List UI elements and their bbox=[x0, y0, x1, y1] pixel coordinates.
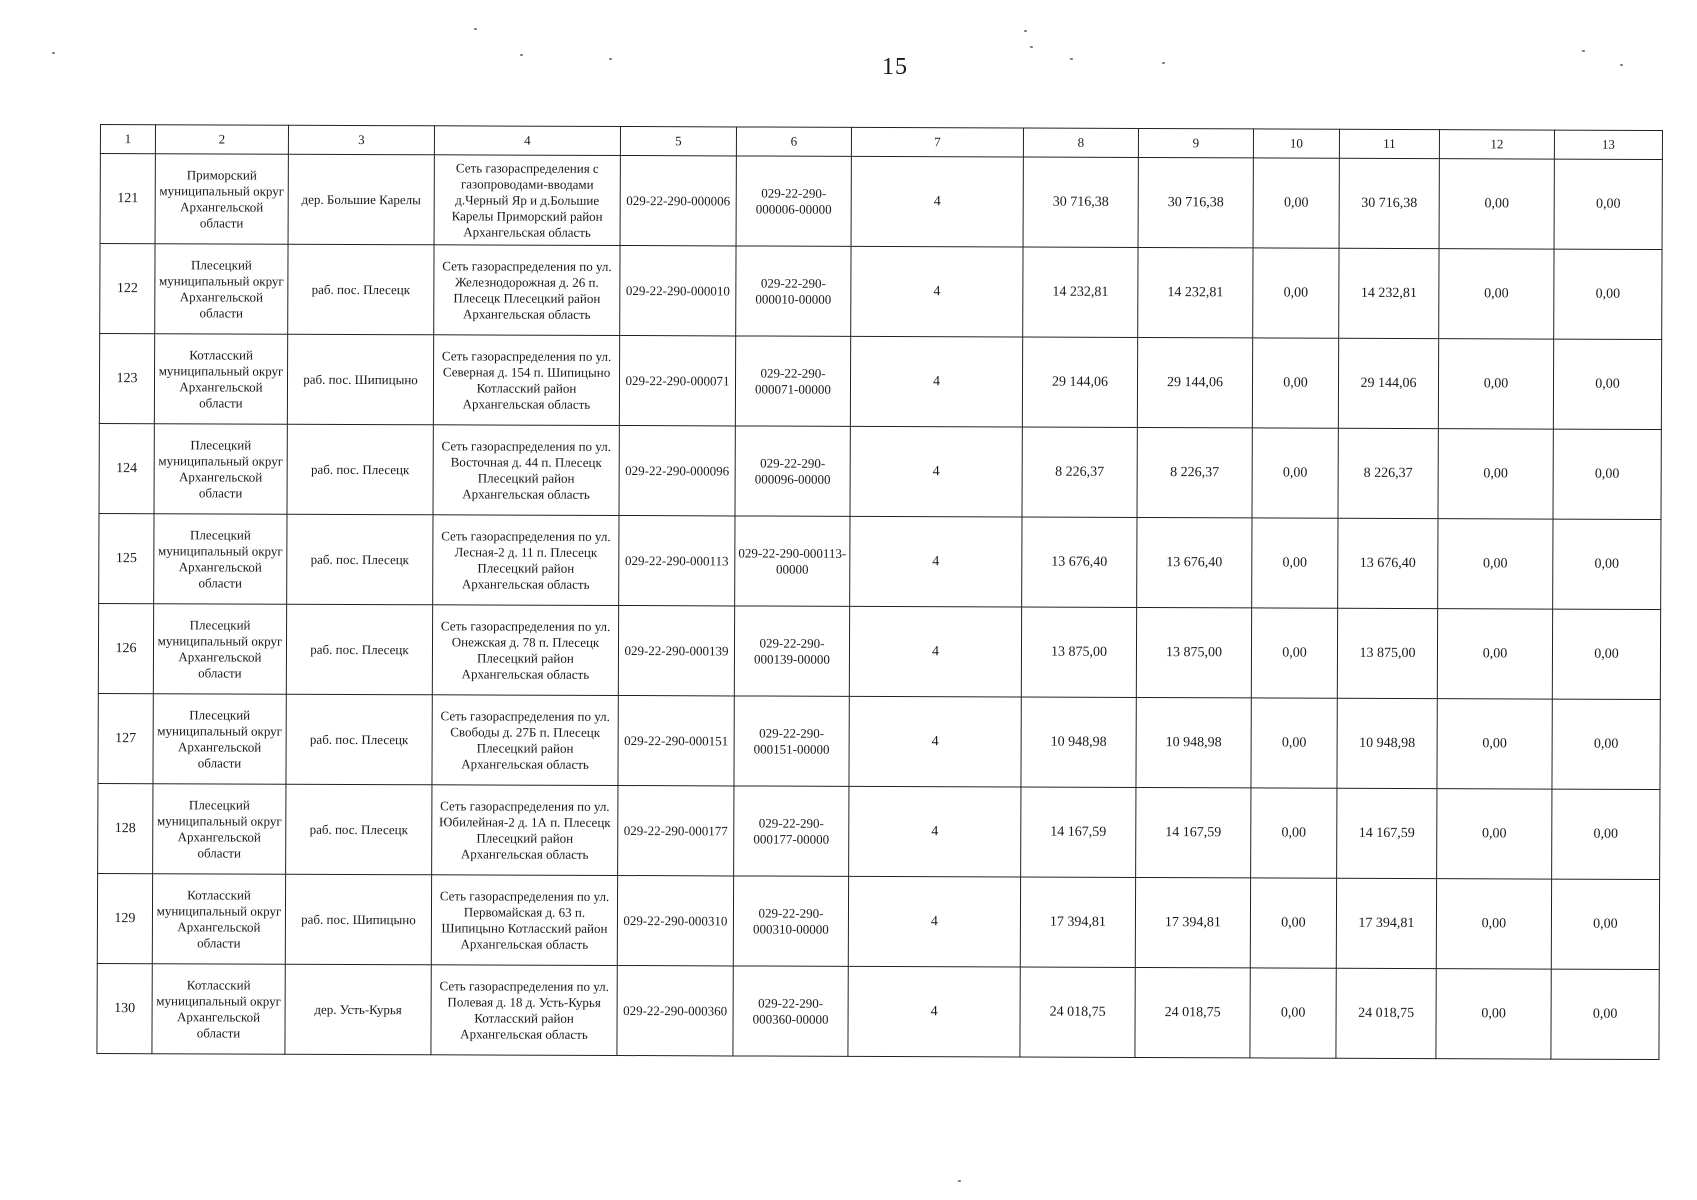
object-description-cell: Сеть газораспределения по ул. Северная д. 154 п. Шипицыно Котласский район Архангельская область bbox=[433, 335, 619, 426]
registry-code-cell: 029-22-290-000177 bbox=[618, 785, 734, 875]
amount-cell: 0,00 bbox=[1437, 609, 1552, 699]
amount-cell: 10 948,98 bbox=[1136, 697, 1251, 787]
table-row bbox=[100, 244, 1662, 340]
category-cell: 4 bbox=[848, 966, 1020, 1057]
full-registry-code-cell: 029-22-290-000310-00000 bbox=[733, 876, 848, 966]
district-cell: Плесецкий муниципальный округ Архангельской области bbox=[153, 604, 286, 695]
amount-cell: 0,00 bbox=[1252, 518, 1338, 608]
district-cell: Плесецкий муниципальный округ Архангельской области bbox=[153, 694, 286, 785]
row-number-cell: 125 bbox=[99, 513, 154, 603]
amount-cell: 14 167,59 bbox=[1021, 787, 1136, 877]
amount-cell: 17 394,81 bbox=[1336, 878, 1436, 968]
amount-cell: 0,00 bbox=[1554, 249, 1662, 339]
registry-table-wrapper bbox=[96, 124, 1662, 1060]
category-cell: 4 bbox=[848, 876, 1020, 967]
object-description-cell: Сеть газораспределения по ул. Свободы д. 27Б п. Плесецк Плесецкий район Архангельская область bbox=[432, 695, 618, 786]
amount-cell: 0,00 bbox=[1553, 519, 1661, 609]
amount-cell: 0,00 bbox=[1250, 968, 1336, 1058]
amount-cell: 10 948,98 bbox=[1021, 697, 1136, 787]
registry-code-cell: 029-22-290-000096 bbox=[619, 425, 735, 515]
table-row bbox=[97, 963, 1659, 1059]
amount-cell: 0,00 bbox=[1436, 969, 1551, 1059]
row-number-cell: 129 bbox=[97, 873, 152, 963]
object-description-cell: Сеть газораспределения по ул. Железнодорожная д. 26 п. Плесецк Плесецкий район Архангельская область bbox=[434, 245, 620, 336]
scan-speck bbox=[1030, 46, 1033, 48]
table-row bbox=[100, 154, 1662, 250]
column-number: 8 bbox=[1023, 128, 1138, 157]
settlement-cell: раб. пос. Плесецк bbox=[286, 604, 432, 695]
object-description-cell: Сеть газораспределения по ул. Полевая д. 18 д. Усть-Курья Котласский район Архангельская область bbox=[431, 965, 617, 1056]
amount-cell: 0,00 bbox=[1251, 698, 1337, 788]
settlement-cell: дер. Усть-Курья bbox=[285, 964, 431, 1055]
registry-code-cell: 029-22-290-000071 bbox=[619, 335, 735, 425]
amount-cell: 29 144,06 bbox=[1338, 338, 1438, 428]
scan-speck bbox=[1070, 58, 1073, 60]
amount-cell: 0,00 bbox=[1439, 249, 1554, 339]
registry-code-cell: 029-22-290-000006 bbox=[620, 155, 736, 245]
settlement-cell: дер. Большие Карелы bbox=[288, 154, 434, 245]
amount-cell: 0,00 bbox=[1251, 608, 1337, 698]
amount-cell: 0,00 bbox=[1553, 339, 1661, 429]
amount-cell: 10 948,98 bbox=[1337, 698, 1437, 788]
table-row bbox=[98, 783, 1660, 879]
table-row bbox=[99, 513, 1661, 609]
amount-cell: 13 676,40 bbox=[1137, 517, 1252, 607]
amount-cell: 0,00 bbox=[1552, 789, 1660, 879]
column-number: 11 bbox=[1339, 129, 1439, 158]
column-number: 6 bbox=[736, 127, 851, 156]
district-cell: Плесецкий муниципальный округ Архангельской области bbox=[153, 784, 286, 875]
amount-cell: 13 875,00 bbox=[1021, 607, 1136, 697]
object-description-cell: Сеть газораспределения по ул. Лесная-2 д. 11 п. Плесецк Плесецкий район Архангельская область bbox=[433, 515, 619, 606]
full-registry-code-cell: 029-22-290-000177-00000 bbox=[734, 786, 849, 876]
row-number-cell: 126 bbox=[98, 603, 153, 693]
amount-cell: 0,00 bbox=[1554, 159, 1662, 249]
amount-cell: 14 232,81 bbox=[1023, 247, 1138, 337]
table-row bbox=[99, 423, 1661, 519]
full-registry-code-cell: 029-22-290-000113-00000 bbox=[735, 516, 850, 606]
amount-cell: 13 676,40 bbox=[1338, 518, 1438, 608]
registry-code-cell: 029-22-290-000151 bbox=[618, 695, 734, 785]
amount-cell: 14 232,81 bbox=[1138, 247, 1253, 337]
amount-cell: 0,00 bbox=[1437, 699, 1552, 789]
table-row bbox=[98, 603, 1660, 699]
amount-cell: 13 875,00 bbox=[1337, 608, 1437, 698]
column-number: 12 bbox=[1439, 130, 1554, 159]
settlement-cell: раб. пос. Плесецк bbox=[286, 784, 432, 875]
column-number: 13 bbox=[1554, 130, 1662, 159]
registry-code-cell: 029-22-290-000360 bbox=[617, 965, 733, 1055]
object-description-cell: Сеть газораспределения по ул. Первомайская д. 63 п. Шипицыно Котласский район Архангельская область bbox=[431, 875, 617, 966]
category-cell: 4 bbox=[849, 696, 1021, 787]
settlement-cell: раб. пос. Плесецк bbox=[286, 694, 432, 785]
full-registry-code-cell: 029-22-290-000151-00000 bbox=[734, 696, 849, 786]
amount-cell: 14 167,59 bbox=[1337, 788, 1437, 878]
category-cell: 4 bbox=[849, 606, 1021, 697]
scan-speck bbox=[474, 28, 477, 30]
district-cell: Котласский муниципальный округ Архангельской области bbox=[152, 964, 285, 1055]
district-cell: Плесецкий муниципальный округ Архангельской области bbox=[154, 424, 287, 515]
table-row bbox=[98, 693, 1660, 789]
amount-cell: 8 226,37 bbox=[1137, 427, 1252, 517]
amount-cell: 14 232,81 bbox=[1339, 248, 1439, 338]
row-number-cell: 123 bbox=[99, 334, 154, 424]
settlement-cell: раб. пос. Шипицыно bbox=[285, 874, 431, 965]
scan-speck bbox=[1620, 64, 1623, 66]
registry-body bbox=[97, 154, 1662, 1060]
amount-cell: 24 018,75 bbox=[1020, 967, 1135, 1057]
category-cell: 4 bbox=[851, 246, 1023, 337]
full-registry-code-cell: 029-22-290-000010-00000 bbox=[736, 246, 851, 336]
category-cell: 4 bbox=[851, 156, 1023, 247]
amount-cell: 14 167,59 bbox=[1136, 787, 1251, 877]
full-registry-code-cell: 029-22-290-000360-00000 bbox=[733, 966, 848, 1056]
column-number: 3 bbox=[288, 125, 434, 155]
amount-cell: 8 226,37 bbox=[1022, 427, 1137, 517]
amount-cell: 0,00 bbox=[1553, 429, 1661, 519]
amount-cell: 8 226,37 bbox=[1338, 428, 1438, 518]
amount-cell: 30 716,38 bbox=[1023, 157, 1138, 247]
amount-cell: 17 394,81 bbox=[1135, 877, 1250, 967]
amount-cell: 13 875,00 bbox=[1136, 607, 1251, 697]
row-number-cell: 130 bbox=[97, 963, 152, 1053]
object-description-cell: Сеть газораспределения по ул. Восточная д. 44 п. Плесецк Плесецкий район Архангельская область bbox=[433, 425, 619, 516]
amount-cell: 17 394,81 bbox=[1020, 877, 1135, 967]
amount-cell: 0,00 bbox=[1438, 429, 1553, 519]
row-number-cell: 124 bbox=[99, 423, 154, 513]
column-number: 9 bbox=[1138, 128, 1253, 157]
amount-cell: 0,00 bbox=[1551, 879, 1659, 969]
column-number: 5 bbox=[620, 126, 736, 155]
registry-code-cell: 029-22-290-000010 bbox=[620, 245, 736, 335]
scan-speck bbox=[1162, 62, 1165, 64]
full-registry-code-cell: 029-22-290-000071-00000 bbox=[735, 336, 850, 426]
district-cell: Плесецкий муниципальный округ Архангельской области bbox=[155, 244, 288, 335]
amount-cell: 24 018,75 bbox=[1336, 968, 1436, 1058]
object-description-cell: Сеть газораспределения по ул. Онежская д. 78 п. Плесецк Плесецкий район Архангельская область bbox=[432, 605, 618, 696]
column-number: 4 bbox=[434, 126, 620, 156]
settlement-cell: раб. пос. Плесецк bbox=[287, 424, 433, 515]
row-number-cell: 121 bbox=[100, 154, 155, 244]
amount-cell: 30 716,38 bbox=[1138, 157, 1253, 247]
row-number-cell: 127 bbox=[98, 693, 153, 783]
column-number: 10 bbox=[1253, 129, 1339, 158]
settlement-cell: раб. пос. Плесецк bbox=[287, 514, 433, 605]
settlement-cell: раб. пос. Шипицыно bbox=[287, 334, 433, 425]
registry-code-cell: 029-22-290-000113 bbox=[619, 515, 735, 605]
registry-table bbox=[96, 124, 1663, 1060]
settlement-cell: раб. пос. Плесецк bbox=[288, 244, 434, 335]
full-registry-code-cell: 029-22-290-000139-00000 bbox=[734, 606, 849, 696]
column-number: 7 bbox=[851, 127, 1023, 157]
row-number-cell: 122 bbox=[100, 244, 155, 334]
full-registry-code-cell: 029-22-290-000006-00000 bbox=[736, 156, 851, 246]
scan-speck bbox=[1582, 50, 1585, 52]
amount-cell: 0,00 bbox=[1551, 969, 1659, 1059]
scan-speck bbox=[958, 1180, 961, 1182]
amount-cell: 0,00 bbox=[1438, 339, 1553, 429]
category-cell: 4 bbox=[849, 786, 1021, 877]
table-row bbox=[99, 334, 1661, 430]
amount-cell: 0,00 bbox=[1252, 428, 1338, 518]
category-cell: 4 bbox=[850, 336, 1022, 427]
amount-cell: 0,00 bbox=[1250, 878, 1336, 968]
table-row bbox=[97, 873, 1659, 969]
amount-cell: 0,00 bbox=[1438, 519, 1553, 609]
full-registry-code-cell: 029-22-290-000096-00000 bbox=[735, 426, 850, 516]
amount-cell: 0,00 bbox=[1251, 788, 1337, 878]
category-cell: 4 bbox=[850, 426, 1022, 517]
object-description-cell: Сеть газораспределения по ул. Юбилейная-2 д. 1А п. Плесецк Плесецкий район Архангельская область bbox=[432, 785, 618, 876]
scan-speck bbox=[52, 52, 55, 54]
amount-cell: 0,00 bbox=[1436, 879, 1551, 969]
amount-cell: 0,00 bbox=[1253, 158, 1339, 248]
amount-cell: 0,00 bbox=[1552, 699, 1660, 789]
registry-code-cell: 029-22-290-000310 bbox=[617, 875, 733, 965]
amount-cell: 0,00 bbox=[1252, 338, 1338, 428]
amount-cell: 0,00 bbox=[1437, 789, 1552, 879]
row-number-cell: 128 bbox=[98, 783, 153, 873]
district-cell: Котласский муниципальный округ Архангельской области bbox=[152, 874, 285, 965]
amount-cell: 0,00 bbox=[1439, 159, 1554, 249]
scan-speck bbox=[520, 54, 523, 56]
registry-code-cell: 029-22-290-000139 bbox=[618, 605, 734, 695]
amount-cell: 24 018,75 bbox=[1135, 967, 1250, 1057]
page-number: 15 bbox=[882, 54, 908, 80]
amount-cell: 0,00 bbox=[1253, 248, 1339, 338]
category-cell: 4 bbox=[850, 516, 1022, 607]
amount-cell: 0,00 bbox=[1552, 609, 1660, 699]
amount-cell: 29 144,06 bbox=[1022, 337, 1137, 427]
district-cell: Котласский муниципальный округ Архангельской области bbox=[154, 334, 287, 425]
district-cell: Плесецкий муниципальный округ Архангельской области bbox=[154, 514, 287, 605]
amount-cell: 29 144,06 bbox=[1137, 337, 1252, 427]
column-number: 1 bbox=[100, 125, 155, 154]
object-description-cell: Сеть газораспределения с газопроводами-вводами д.Черный Яр и д.Большие Карелы Приморский район Архангельская область bbox=[434, 155, 620, 246]
scan-speck bbox=[1024, 30, 1027, 32]
amount-cell: 30 716,38 bbox=[1339, 158, 1439, 248]
column-number: 2 bbox=[155, 125, 288, 155]
scan-speck bbox=[609, 58, 612, 60]
district-cell: Приморский муниципальный округ Архангельской области bbox=[155, 154, 288, 245]
amount-cell: 13 676,40 bbox=[1022, 517, 1137, 607]
